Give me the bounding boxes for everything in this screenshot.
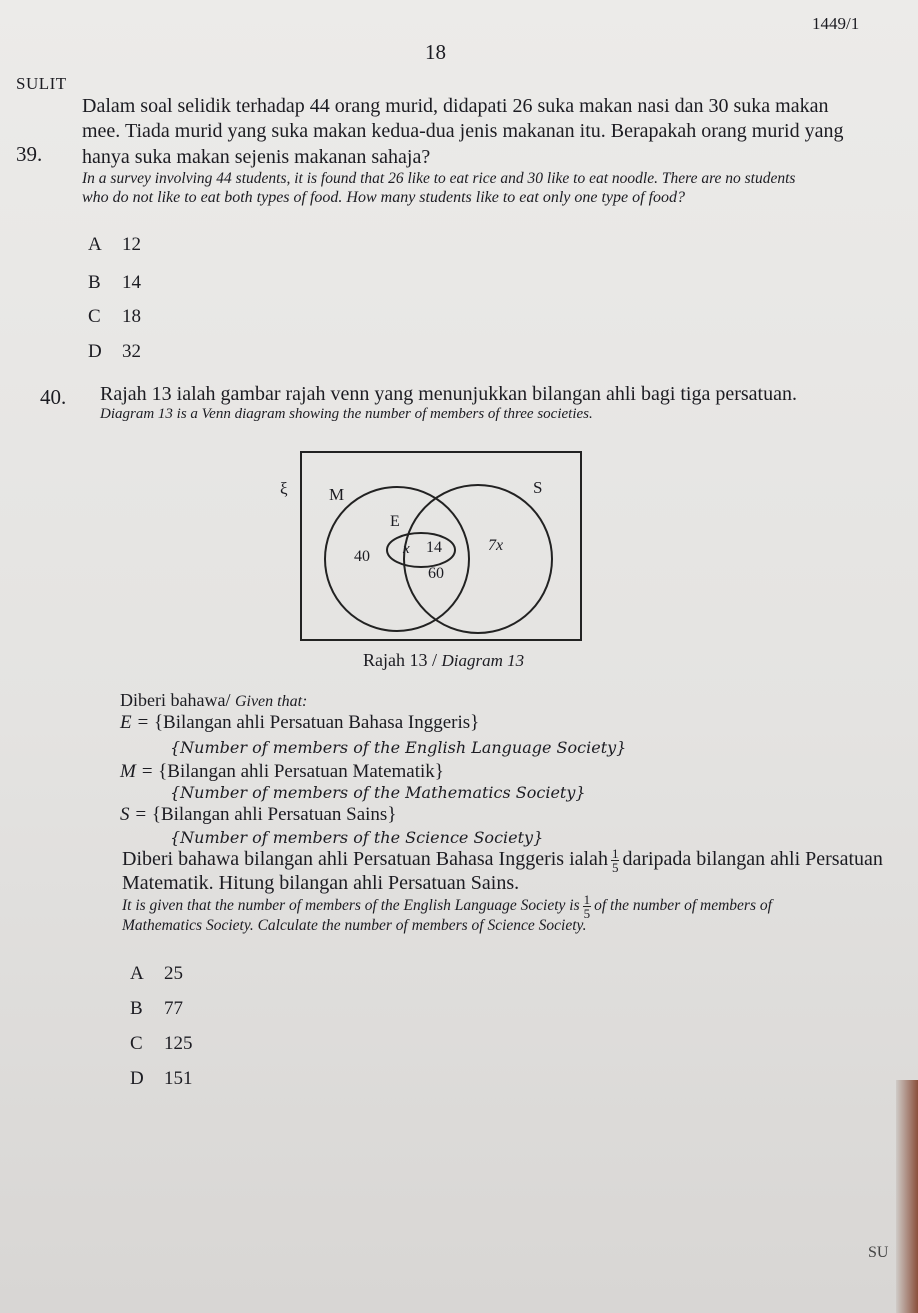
value-14: 14 <box>426 539 442 556</box>
q39-option-a[interactable]: A 12 <box>88 234 141 255</box>
value-7x: 7x <box>488 537 504 554</box>
q39-english-line-2: who do not like to eat both types of food. How many students like to eat only one type of food? <box>82 189 686 206</box>
q40-option-a[interactable]: A 25 <box>130 963 183 984</box>
circle-s <box>404 485 552 633</box>
set-e-english: {Number of members of the English Language Society} <box>170 738 627 757</box>
page-number: 18 <box>425 40 446 64</box>
ellipse-e <box>387 533 455 567</box>
q39-option-b[interactable]: B 14 <box>88 272 141 293</box>
footer-fragment: SU <box>868 1244 889 1261</box>
q40-statement-english-1: It is given that the number of members of the English Language Society is $\frac{1}{5}$ of the number of members of <box>122 892 772 921</box>
question-40-number: 40. <box>40 385 67 409</box>
value-60: 60 <box>428 565 444 582</box>
q39-malay-line-1: Dalam soal selidik terhadap 44 orang murid, didapati 26 suka makan nasi dan 30 suka makan <box>82 95 829 117</box>
fraction-one-fifth-english: $\frac{1}{5}$ <box>583 892 591 921</box>
q40-statement-malay-1: Diberi bahawa bilangan ahli Persatuan Bahasa Inggeris ialah $\frac{1}{5}$ daripada bilangan ahli Persatuan <box>122 846 883 875</box>
set-s-definition: S = {Bilangan ahli Persatuan Sains} <box>120 804 397 825</box>
q40-malay-line: Rajah 13 ialah gambar rajah venn yang menunjukkan bilangan ahli bagi tiga persatuan. <box>100 383 797 405</box>
value-40: 40 <box>354 548 370 565</box>
paper-code: 1449/1 <box>812 14 860 33</box>
set-m-english: {Number of members of the Mathematics Society} <box>170 783 586 802</box>
q39-option-d[interactable]: D 32 <box>88 341 141 362</box>
question-39-number: 39. <box>16 142 43 166</box>
q40-statement-malay-2: Matematik. Hitung bilangan ahli Persatuan Sains. <box>122 872 520 894</box>
value-x: x <box>403 541 410 557</box>
q40-option-c[interactable]: C 125 <box>130 1033 193 1054</box>
classification-label: SULIT <box>16 74 67 93</box>
diagram-caption: Rajah 13 / Diagram 13 <box>363 650 525 670</box>
fraction-one-fifth: $\frac{1}{5}$ <box>611 846 619 875</box>
q39-malay-line-2: mee. Tiada murid yang suka makan kedua-dua jenis makanan itu. Berapakah orang murid yang <box>82 120 844 142</box>
set-s-label: S <box>533 478 543 497</box>
q40-option-b[interactable]: B 77 <box>130 998 183 1019</box>
q40-statement-english-2: Mathematics Society. Calculate the number of members of Science Society. <box>122 917 587 934</box>
q39-malay-line-3: hanya suka makan sejenis makanan sahaja? <box>82 146 431 168</box>
universal-set-symbol: ξ <box>280 479 288 498</box>
set-s-english: {Number of members of the Science Society} <box>170 828 544 847</box>
page-edge-shadow <box>896 1080 918 1313</box>
set-e-definition: E = {Bilangan ahli Persatuan Bahasa Inggeris} <box>120 712 480 733</box>
set-m-definition: M = {Bilangan ahli Persatuan Matematik} <box>120 761 444 782</box>
circle-m <box>325 487 469 631</box>
q40-option-d[interactable]: D 151 <box>130 1068 193 1089</box>
q39-english-line-1: In a survey involving 44 students, it is found that 26 like to eat rice and 30 like to eat noodle. There are no students <box>82 170 796 187</box>
venn-diagram <box>280 451 582 641</box>
q40-english-line: Diagram 13 is a Venn diagram showing the number of members of three societies. <box>100 406 593 422</box>
q39-option-c[interactable]: C 18 <box>88 306 141 327</box>
set-e-label: E <box>390 513 400 530</box>
given-that-label: Diberi bahawa/ Given that: <box>120 690 308 710</box>
set-m-label: M <box>329 485 345 504</box>
